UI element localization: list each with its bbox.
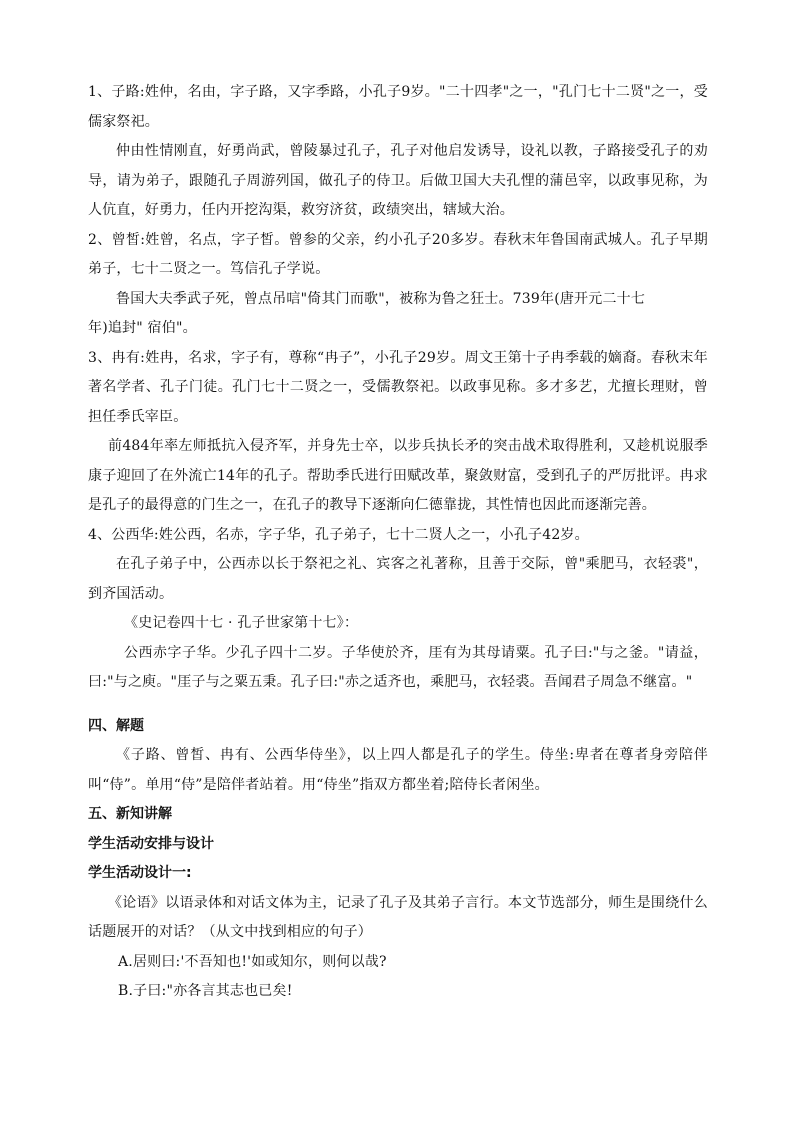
subheading-activity-design: 学生活动安排与设计 (88, 835, 214, 852)
document-body (88, 78, 708, 1007)
section-heading-jieti: 四、解题 (88, 717, 144, 734)
paragraph-jieti: 《子路、曾皙、冉有、公西华侍坐》，以上四人都是孔子的学生。侍坐:卑者在尊者身旁陪伴叫“侍”。单用“侍”是陪伴者站着。用“侍坐”指双方都坐着;陪侍长者闲坐。 (88, 747, 708, 793)
option-a: A.居则曰:'不吾知也!'如或知尔，则何以哉? (118, 953, 387, 970)
paragraph-gongxihua-detail: 在孔子弟子中，公西赤以长于祭祀之礼、宾客之礼著称，且善于交际，曾"乘肥马，衣轻裘"，到齐国活动。 (88, 556, 708, 602)
subheading-activity-one: 学生活动设计一: (88, 865, 192, 881)
paragraph-ranyou-intro: 3、冉有:姓冉，名求，字子有，尊称“冉子”，小孔子29岁。周文王第十子冉季载的嫡裔。春秋末年著名学者、孔子门徒。孔门七十二贤之一，受儒教祭祀。以政事见称。多才多艺，尤擅长理财，曾担任季氏宰臣。 (88, 349, 708, 425)
paragraph-gongxihua-intro: 4、公西华:姓公西，名赤，字子华，孔子弟子，七十二贤人之一，小孔子42岁。 (88, 526, 589, 543)
paragraph-shiji-quote: 公西赤字子华。少孔子四十二岁。子华使於齐，厓有为其母请粟。孔子曰:"与之釜。"请益，曰:"与之庾。"厓子与之粟五秉。孔子曰:"赤之适齐也，乘肥马，衣轻裘。吾闻君子周急不继富。" (88, 644, 708, 690)
paragraph-zengxi-detail-line2: 年)追封" 宿伯"。 (88, 320, 197, 336)
paragraph-ranyou-detail: 前484年率左师抵抗入侵齐军，并身先士卒，以步兵执长矛的突击战术取得胜利，又趁机说服季康子迎回了在外流亡14年的孔子。帮助季氏进行田赋改革，聚敛财富，受到孔子的严厉批评。冉求是孔子的最得意的门生之一，在孔子的教导下逐渐向仁德靠拢，其性情也因此而逐渐完善。 (88, 438, 708, 513)
paragraph-zengxi-intro: 2、曾皙:姓曾，名点，字子皙。曾参的父亲，约小孔子20多岁。春秋末年鲁国南武城人。孔子早期弟子，七十二贤之一。笃信孔子学说。 (88, 231, 708, 277)
option-b: B.子曰:"亦各言其志也已矣! (118, 983, 293, 999)
paragraph-zilu-detail: 仲由性情刚直，好勇尚武，曾陵暴过孔子，孔子对他启发诱导，设礼以教，子路接受孔子的劝导，请为弟子，跟随孔子周游列国，做孔子的侍卫。后做卫国大夫孔悝的蒲邑宰，以政事见称，为人伉直，好勇力，任内开挖沟渠，救穷济贫，政绩突出，辖域大治。 (88, 143, 708, 218)
paragraph-zengxi-detail-line1: 鲁国大夫季武子死，曾点吊唁"倚其门而歌"，被称为鲁之狂士。739年(唐开元二十七 (116, 290, 646, 307)
paragraph-zilu-intro: 1、子路:姓仲，名由，字子路，又字季路，小孔子9岁。"二十四孝"之一，"孔门七十二贤"之一，受儒家祭祀。 (88, 84, 708, 130)
paragraph-shiji-title: 《史记卷四十七 · 孔子世家第十七》： (124, 615, 359, 631)
paragraph-activity-question: 《论语》以语录体和对话文体为主，记录了孔子及其弟子言行。本文节选部分，师生是围绕什么话题展开的对话？（从文中找到相应的句子） (88, 894, 708, 940)
section-heading-xinzhi: 五、新知讲解 (88, 806, 172, 822)
section-spacer (88, 698, 708, 712)
